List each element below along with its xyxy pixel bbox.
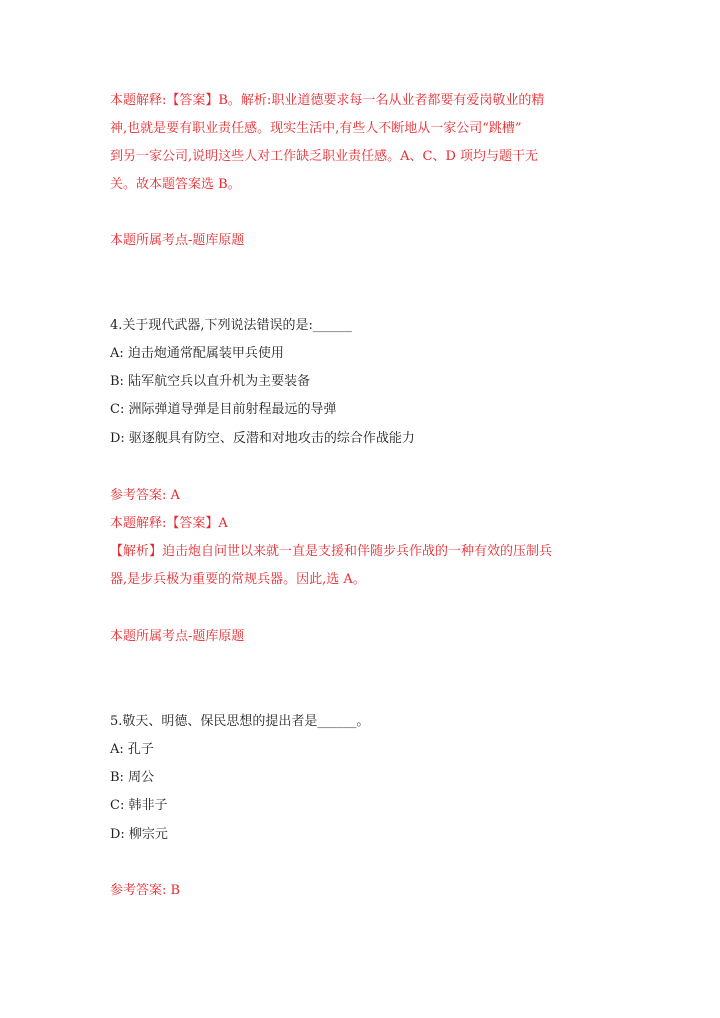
prev-explanation-line-4: 关。故本题答案选 B。 (110, 177, 241, 192)
prev-explanation-line-2: 神,也就是要有职业责任感。现实生活中,有些人不断地从一家公司“跳槽” (110, 121, 522, 136)
q5-option-c: C: 韩非子 (110, 798, 168, 813)
q4-explanation-line-2: 器,是步兵极为重要的常规兵器。因此,选 A。 (110, 572, 366, 587)
q4-option-c: C: 洲际弹道导弹是目前射程最远的导弹 (110, 402, 337, 417)
q4-explanation-line-1: 【解析】迫击炮自问世以来就一直是支援和伴随步兵作战的一种有效的压制兵 (110, 544, 553, 559)
prev-explanation-line-1: 本题解释:【答案】B。解析:职业道德要求每一名从业者都要有爱岗敬业的精 (110, 93, 545, 108)
q5-answer: 参考答案: B (110, 883, 181, 898)
q4-answer: 参考答案: A (110, 488, 180, 503)
prev-explanation-line-3: 到另一家公司,说明这些人对工作缺乏职业责任感。A、C、D 项均与题干无 (110, 149, 539, 164)
q4-source: 本题所属考点-题库原题 (110, 629, 245, 644)
q4-explanation-label: 本题解释:【答案】A (110, 516, 228, 531)
prev-source: 本题所属考点-题库原题 (110, 233, 245, 248)
q4-stem: 4.关于现代武器,下列说法错误的是:______ (110, 318, 352, 333)
q5-option-d: D: 柳宗元 (110, 827, 168, 842)
q4-option-a: A: 迫击炮通常配属装甲兵使用 (110, 346, 284, 361)
q5-option-b: B: 周公 (110, 770, 155, 785)
q5-option-a: A: 孔子 (110, 742, 154, 757)
q4-option-d: D: 驱逐舰具有防空、反潜和对地攻击的综合作战能力 (110, 431, 415, 446)
q4-option-b: B: 陆军航空兵以直升机为主要装备 (110, 374, 311, 389)
q5-stem: 5.敬天、明德、保民思想的提出者是______。 (110, 714, 370, 729)
